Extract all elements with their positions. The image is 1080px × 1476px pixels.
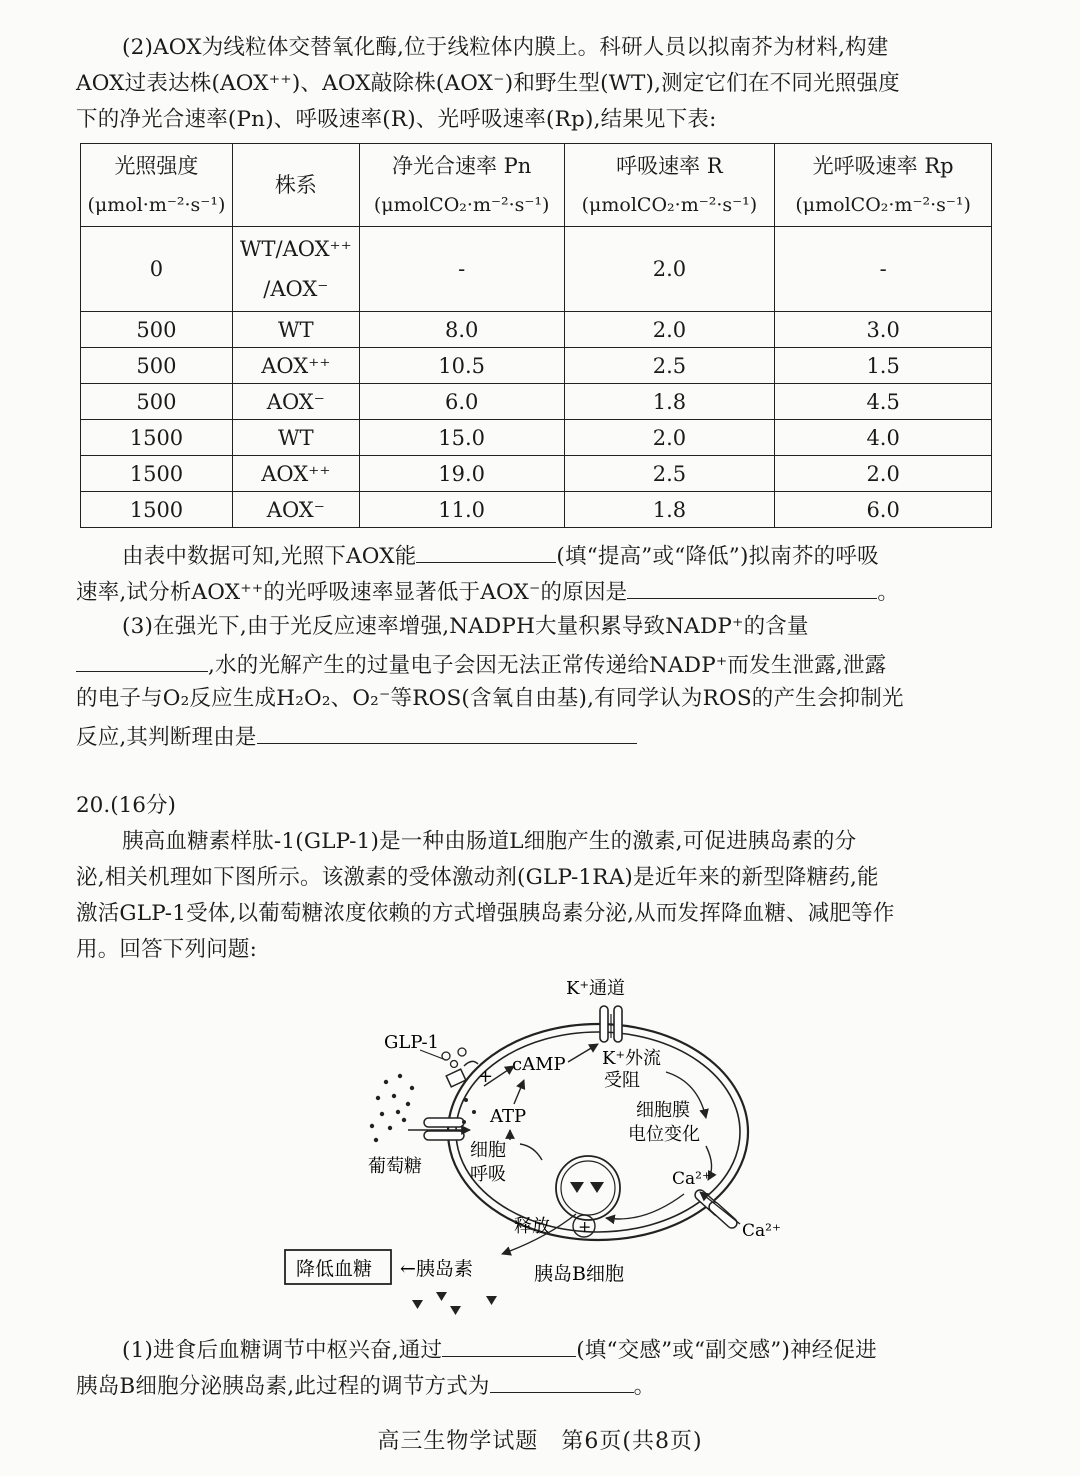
cell-strain: AOX⁻ [232,492,359,528]
atp-label: ATP [490,1106,527,1127]
respiration-label-2: 呼吸 [470,1164,506,1185]
atp-to-camp-arrow [514,1080,524,1104]
q20-1-line1: (1)进食后血糖调节中枢兴奋,通过 (填“交感”或“副交感”)神经促进 [76,1330,1004,1369]
camp-label: cAMP [512,1054,566,1075]
glp1-molecules [442,1048,466,1068]
after-table-line2: 速率,试分析AOX⁺⁺的光呼吸速率显著低于AOX⁻的原因是 。 [76,572,1004,611]
cell-pn: 10.5 [359,348,564,384]
answer-blank[interactable] [442,1330,576,1357]
q20-paragraph-line2: 泌,相关机理如下图所示。该激素的受体激动剂(GLP-1RA)是近年来的新型降糖药,能 [76,865,879,890]
cell-strain: WT [232,312,359,348]
cell-strain: AOX⁻ [232,384,359,420]
potential-change-label: 电位变化 [628,1124,700,1145]
q20-heading: 20.(16分) [76,793,176,818]
cell-pn: 8.0 [359,312,564,348]
cell-r: 1.8 [564,384,775,420]
respiration-label-1: 细胞 [470,1140,506,1161]
k-efflux-label: K⁺外流 [602,1048,661,1069]
q19-2-intro-line2: AOX过表达株(AOX⁺⁺)、AOX敲除株(AOX⁻)和野生型(WT),测定它们在不同光照强度 [76,71,900,96]
q19-2-intro-line3: 下的净光合速率(Pn)、呼吸速率(R)、光呼吸速率(Rp),结果见下表: [76,107,717,132]
insulin-vesicle-inner [561,1161,615,1215]
cell-light: 1500 [81,420,233,456]
beta-cell-label: 胰岛B细胞 [534,1263,624,1285]
cell-r: 2.0 [564,420,775,456]
header-strain: 株系 [232,144,359,227]
cell-light: 1500 [81,456,233,492]
cell-light: 500 [81,312,233,348]
cell-r: 2.0 [564,312,775,348]
cell-pn: 15.0 [359,420,564,456]
plus-sign: + [478,1066,494,1087]
blocked-label: 受阻 [604,1070,640,1091]
cell-rp: 1.5 [775,348,992,384]
cell-rp: 3.0 [775,312,992,348]
cell-pn: 19.0 [359,456,564,492]
cell-pn: 11.0 [359,492,564,528]
header-pn: 净光合速率 Pn (μmolCO₂·m⁻²·s⁻¹) [359,144,564,227]
cell-rp: 4.0 [775,420,992,456]
insulin-granules-in-vesicle [570,1182,604,1193]
glucose-transporter-icon [424,1118,464,1140]
answer-blank[interactable] [490,1366,634,1393]
k-channel-label: K⁺通道 [566,978,625,999]
cell-rp: 4.5 [775,384,992,420]
cell-r: 2.5 [564,348,775,384]
part3-line2: ,水的光解产生的过量电子会因无法正常传递给NADP⁺而发生泄露,泄露 [76,645,1004,684]
ca-inside-label: Ca²⁺ [672,1169,711,1189]
q20-1-line2: 胰岛B细胞分泌胰岛素,此过程的调节方式为 。 [76,1366,1004,1405]
insulin-vesicle-outer [556,1156,620,1220]
cell-r: 2.0 [564,227,775,312]
glp1-label: GLP-1 [384,1032,439,1053]
q20-paragraph-line1: 胰高血糖素样肽-1(GLP-1)是一种由肠道L细胞产生的激素,可促进胰岛素的分 [122,829,857,854]
cell-light: 0 [81,227,233,312]
cell-pn: - [359,227,564,312]
ca-outside-label: Ca²⁺ [742,1221,781,1241]
camp-to-k-arrow [568,1044,598,1062]
q19-2-intro-line1: (2)AOX为线粒体交替氧化酶,位于线粒体内膜上。科研人员以拟南芥为材料,构建 [122,35,889,60]
header-r: 呼吸速率 R (μmolCO₂·m⁻²·s⁻¹) [564,144,775,227]
glucose-to-resp-line [520,1144,542,1160]
after-table-line1: 由表中数据可知,光照下AOX能 (填“提高”或“降低”)拟南芥的呼吸 [76,536,1004,575]
part3-line3: 的电子与O₂反应生成H₂O₂、O₂⁻等ROS(含氧自由基),有同学认为ROS的产生会抑制光 [76,686,904,711]
cell-light: 500 [81,384,233,420]
ca-channel-icon [693,1188,739,1230]
cell-rp: 6.0 [775,492,992,528]
cell-rp: - [775,227,992,312]
insulin-label: ←胰岛素 [400,1258,473,1280]
cell-strain: AOX⁺⁺ [232,456,359,492]
cell-light: 1500 [81,492,233,528]
cell-strain: WT/AOX⁺⁺ /AOX⁻ [232,227,359,312]
release-label: 释放 [514,1216,550,1237]
promotion-plus: + [578,1217,592,1236]
k-channel-icon [600,1006,622,1042]
cell-r: 2.5 [564,456,775,492]
cell-membrane-outer [448,1024,748,1240]
membrane-label: 细胞膜 [636,1100,690,1121]
cell-strain: WT [232,420,359,456]
q20-paragraph-line3: 激活GLP-1受体,以葡萄糖浓度依赖的方式增强胰岛素分泌,从而发挥降血糖、减肥等作 [76,901,895,926]
page-footer: 高三生物学试题 第6页(共8页) [377,1429,703,1454]
part3-line1: (3)在强光下,由于光反应速率增强,NADPH大量积累导致NADP⁺的含量 [122,614,809,639]
header-light: 光照强度 (μmol·m⁻²·s⁻¹) [81,144,233,227]
released-insulin-granules [412,1292,497,1315]
cell-pn: 6.0 [359,384,564,420]
cell-r: 1.8 [564,492,775,528]
q20-paragraph-line4: 用。回答下列问题: [76,937,258,962]
header-rp: 光呼吸速率 Rp (μmolCO₂·m⁻²·s⁻¹) [775,144,992,227]
cell-light: 500 [81,348,233,384]
glucose-label: 葡萄糖 [368,1156,422,1177]
cell-rp: 2.0 [775,456,992,492]
part3-line4: 反应,其判断理由是 [76,717,1004,756]
lower-glucose-label: 降低血糖 [296,1258,373,1280]
cell-strain: AOX⁺⁺ [232,348,359,384]
